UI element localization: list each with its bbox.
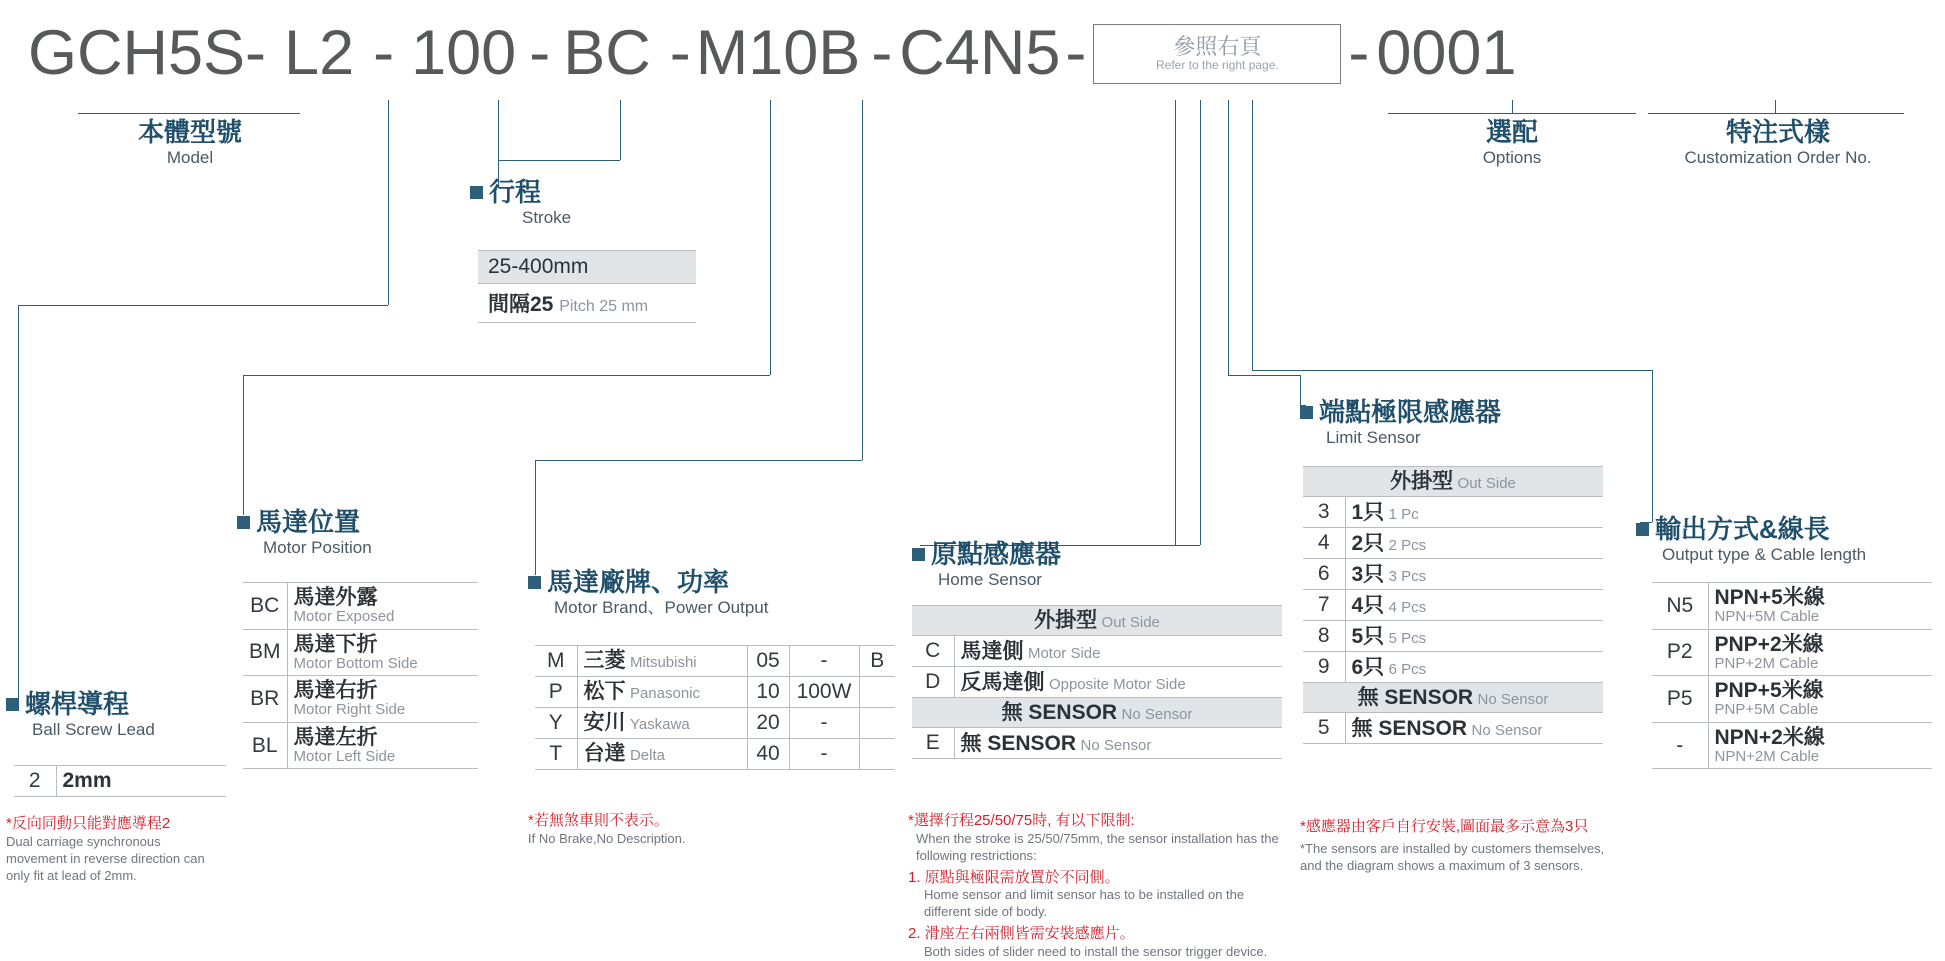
- oc-zh-0: NPN+5米線: [1714, 586, 1825, 609]
- hs-code-0: C: [912, 636, 954, 667]
- mb-watt-0: -: [789, 646, 859, 677]
- mb-watt-2: -: [789, 708, 859, 739]
- note-hs-item2-en: Both sides of slider need to install the sensor trigger device.: [924, 943, 1268, 959]
- leader-lead-h: [18, 305, 388, 306]
- mp-en-0: Motor Exposed: [293, 608, 395, 626]
- hs-code-2: E: [912, 728, 954, 759]
- ls-value-6: [1345, 713, 1603, 744]
- hs-code-1: D: [912, 667, 954, 698]
- stroke-pitch-en: Pitch 25 mm: [559, 298, 649, 315]
- hs-en-2: No Sensor: [1080, 736, 1152, 754]
- leader-options-v: [1512, 100, 1513, 114]
- table-row: [1652, 583, 1932, 630]
- ls-zh-3: 4只: [1351, 593, 1385, 617]
- mb-brand-1: [577, 677, 747, 708]
- leader-oc-v1: [1252, 100, 1253, 370]
- table-row: [1652, 676, 1932, 723]
- ls-band-zh: 外掛型: [1390, 470, 1454, 493]
- table-row: [535, 708, 895, 739]
- leader-lead-v1: [388, 100, 389, 305]
- leader-custom-v: [1775, 100, 1776, 114]
- ls-zh-1: 2只: [1351, 531, 1385, 555]
- options-box-zh: 參照右頁: [1173, 33, 1262, 59]
- table-row: [243, 583, 478, 630]
- ls-zh-5: 6只: [1351, 655, 1385, 679]
- table-row: [1303, 497, 1603, 528]
- heading-home-sensor: [912, 540, 1061, 590]
- heading-mp-zh-text: 馬達位置: [256, 507, 361, 537]
- heading-oc-zh: [1636, 515, 1866, 545]
- heading-oc-en: Output type & Cable length: [1662, 544, 1867, 564]
- heading-lead-zh-text: 螺桿導程: [25, 689, 130, 719]
- leader-hs-v1: [1175, 100, 1176, 545]
- code-dash-6: -: [1348, 18, 1370, 88]
- table-row: [912, 636, 1282, 667]
- heading-mp-zh: [237, 508, 372, 538]
- home-sensor-table: [912, 605, 1282, 759]
- ls-en-3: 4 Pcs: [1388, 598, 1427, 616]
- leader-mp-v1: [770, 100, 771, 375]
- leader-mb-v1: [862, 100, 863, 460]
- heading-limit-sensor: [1300, 398, 1501, 448]
- mb-brake-0: B: [859, 646, 895, 677]
- mb-code-0: M: [535, 646, 577, 677]
- home-sensor-band: [912, 606, 1282, 636]
- ls-code-1: 4: [1303, 528, 1345, 559]
- ls-value-5: [1345, 652, 1603, 683]
- hs-band2-en: No Sensor: [1121, 706, 1193, 724]
- code-model: GCH5S-: [28, 18, 267, 88]
- mp-value-3: [287, 722, 478, 769]
- hs-value-2: [954, 728, 1282, 759]
- table-row: [243, 629, 478, 676]
- ls-value-4: [1345, 621, 1603, 652]
- mb-code-3: T: [535, 739, 577, 770]
- leader-options-h: [1388, 113, 1636, 114]
- mb-power-0: 05: [747, 646, 789, 677]
- oc-value-1: [1708, 629, 1932, 676]
- ls-value-0: [1345, 497, 1603, 528]
- note-mb-zh: *若無煞車則不表示。: [528, 812, 669, 829]
- stroke-pitch-zh: 間隔25: [488, 293, 554, 316]
- note-limit-sensor: [1300, 818, 1620, 875]
- leader-ls-h1: [1228, 375, 1300, 376]
- ls-code-5: 9: [1303, 652, 1345, 683]
- square-bullet-icon: [528, 576, 541, 589]
- oc-code-1: P2: [1652, 629, 1708, 676]
- stroke-pitch: [478, 284, 696, 323]
- leader-mp-v2: [243, 375, 244, 515]
- heading-mb-zh: [528, 568, 768, 598]
- table-row: [912, 667, 1282, 698]
- output-cable-table: [1652, 582, 1932, 769]
- mb-brake-1: [859, 677, 895, 708]
- mp-zh-2: 馬達右折: [293, 679, 378, 703]
- mb-brand-3: [577, 739, 747, 770]
- mp-zh-3: 馬達左折: [293, 725, 378, 749]
- oc-en-2: PNP+5M Cable: [1714, 701, 1819, 719]
- ls-value-3: [1345, 590, 1603, 621]
- note-hs-item2-zh: 2. 滑座左右兩側皆需安裝感應片。: [908, 925, 1135, 943]
- hs-band-en: Out Side: [1101, 614, 1160, 631]
- hs-zh-0: 馬達側: [960, 639, 1024, 663]
- heading-ls-en: Limit Sensor: [1326, 427, 1421, 447]
- mb-brand-en-3: Delta: [629, 747, 665, 765]
- oc-code-0: N5: [1652, 583, 1708, 630]
- mp-value-0: [287, 583, 478, 630]
- heading-ls-zh: [1300, 398, 1501, 428]
- table-row: [243, 676, 478, 723]
- ls-band: [1303, 467, 1603, 497]
- note-ball-screw-lead: [6, 815, 221, 884]
- ls-code-4: 8: [1303, 621, 1345, 652]
- note-mb-en: If No Brake,No Description.: [528, 830, 686, 846]
- heading-mp-en: Motor Position: [263, 537, 372, 557]
- square-bullet-icon: [470, 186, 483, 199]
- mb-brand-zh-0: 三菱: [583, 649, 626, 673]
- leader-oc-h: [1252, 370, 1652, 371]
- oc-code-3: -: [1652, 722, 1708, 769]
- table-row: [912, 728, 1282, 759]
- table-row: [535, 739, 895, 770]
- leader-stroke-v2: [620, 100, 621, 160]
- table-row: [1652, 722, 1932, 769]
- oc-en-0: NPN+5M Cable: [1714, 608, 1820, 626]
- table-row: [1303, 528, 1603, 559]
- limit-sensor-band: [1303, 467, 1603, 497]
- heading-hs-zh: [912, 540, 1061, 570]
- note-hs-en: When the stroke is 25/50/75mm, the sensor installation has the following restrictions:: [916, 830, 1279, 863]
- code-dash-2: -: [529, 18, 551, 88]
- note-hs-zh: *選擇行程25/50/75時, 有以下限制:: [908, 812, 1135, 829]
- leader-hs-v1b: [1200, 100, 1201, 545]
- heading-stroke: [470, 178, 571, 228]
- ls-en-6: No Sensor: [1471, 721, 1543, 739]
- leader-model-h: [78, 113, 300, 114]
- leader-lead-v2: [18, 305, 19, 705]
- table-row: [1303, 652, 1603, 683]
- lead-value-zh-0: 2mm: [62, 769, 112, 793]
- hs-value-0: [954, 636, 1282, 667]
- limit-sensor-band2: [1303, 683, 1603, 713]
- table-row: [535, 646, 895, 677]
- ls-code-6: 5: [1303, 713, 1345, 744]
- ls-en-5: 6 Pcs: [1388, 660, 1427, 678]
- limit-sensor-table: [1303, 466, 1603, 744]
- mb-brand-en-1: Panasonic: [629, 685, 701, 703]
- mp-en-2: Motor Right Side: [293, 701, 406, 719]
- mp-zh-1: 馬達下折: [293, 632, 378, 656]
- note-motor-brand: [528, 812, 858, 848]
- ls-code-2: 6: [1303, 559, 1345, 590]
- heading-model-zh: 本體型號: [137, 117, 242, 147]
- heading-options-zh: 選配: [1485, 117, 1538, 147]
- leader-ls-v1: [1228, 100, 1229, 375]
- note-hs-item1-zh: 1. 原點與極限需放置於不同側。: [908, 868, 1120, 886]
- hs-band: [912, 606, 1282, 636]
- mb-code-2: Y: [535, 708, 577, 739]
- hs-en-1: Opposite Motor Side: [1048, 675, 1186, 693]
- oc-value-3: [1708, 722, 1932, 769]
- mb-brand-zh-1: 松下: [583, 680, 626, 704]
- heading-oc-zh-text: 輸出方式&線長: [1655, 514, 1830, 544]
- mp-value-1: [287, 629, 478, 676]
- oc-en-1: PNP+2M Cable: [1714, 654, 1819, 672]
- ls-zh-6: 無 SENSOR: [1351, 716, 1468, 740]
- oc-en-3: NPN+2M Cable: [1714, 747, 1820, 765]
- ls-en-1: 2 Pcs: [1388, 536, 1427, 554]
- heading-stroke-zh: [470, 178, 571, 208]
- hs-zh-2: 無 SENSOR: [960, 731, 1077, 755]
- square-bullet-icon: [237, 516, 250, 529]
- mp-zh-0: 馬達外露: [293, 586, 378, 609]
- mb-power-3: 40: [747, 739, 789, 770]
- ls-en-4: 5 Pcs: [1388, 629, 1427, 647]
- ls-code-0: 3: [1303, 497, 1345, 528]
- ls-band2: [1303, 683, 1603, 713]
- note-hs-item1-en: Home sensor and limit sensor has to be installed on the different side of body.: [924, 887, 1245, 920]
- stroke-range: 25-400mm: [478, 250, 696, 284]
- code-dash-4: -: [871, 18, 893, 88]
- note-lead-zh: *反向同動只能對應導程2: [6, 815, 171, 832]
- heading-mb-zh-text: 馬達廠牌、功率: [547, 567, 730, 597]
- heading-motor-brand: [528, 568, 768, 618]
- ls-en-2: 3 Pcs: [1388, 567, 1427, 585]
- heading-customization: [1638, 118, 1918, 168]
- hs-value-1: [954, 667, 1282, 698]
- code-motor-position: BC: [563, 18, 651, 88]
- ball-screw-lead-table: [14, 765, 226, 797]
- heading-model-en: Model: [166, 147, 214, 167]
- ls-en-0: 1 Pc: [1388, 505, 1419, 523]
- options-box-en: Refer to the right page.: [1155, 57, 1279, 72]
- code-lead: L2: [284, 18, 355, 88]
- square-bullet-icon: [6, 698, 19, 711]
- mb-code-1: P: [535, 677, 577, 708]
- code-dash-1: -: [373, 18, 395, 88]
- ls-zh-4: 5只: [1351, 624, 1385, 648]
- lead-value-0: [56, 766, 226, 797]
- table-row: [1652, 629, 1932, 676]
- heading-customization-en: Customization Order No.: [1684, 147, 1872, 167]
- square-bullet-icon: [1300, 406, 1313, 419]
- oc-value-0: [1708, 583, 1932, 630]
- mp-code-1: BM: [243, 629, 287, 676]
- hs-band2-zh: 無 SENSOR: [1001, 701, 1118, 725]
- note-ls-zh: *感應器由客戶自行安裝,圖面最多示意為3只: [1300, 818, 1589, 835]
- heading-ball-screw-lead: [6, 690, 155, 740]
- square-bullet-icon: [1636, 523, 1649, 536]
- heading-options-en: Options: [1482, 147, 1542, 167]
- mp-en-1: Motor Bottom Side: [293, 654, 418, 672]
- oc-code-2: P5: [1652, 676, 1708, 723]
- heading-options: [1382, 118, 1642, 168]
- note-lead-en: Dual carriage synchronous movement in reverse direction can only fit at lead of 2mm.: [6, 833, 205, 883]
- mb-brand-2: [577, 708, 747, 739]
- heading-ls-zh-text: 端點極限感應器: [1319, 397, 1502, 427]
- mp-code-0: BC: [243, 583, 287, 630]
- options-input-box[interactable]: [1093, 24, 1341, 84]
- mb-watt-3: -: [789, 739, 859, 770]
- heading-model: [50, 118, 330, 168]
- stroke-table: [478, 250, 696, 323]
- ls-band2-zh: 無 SENSOR: [1357, 686, 1474, 710]
- heading-mb-en: Motor Brand、Power Output: [554, 597, 769, 617]
- table-row: [1303, 621, 1603, 652]
- heading-lead-en: Ball Screw Lead: [32, 719, 155, 739]
- ls-band2-en: No Sensor: [1477, 691, 1549, 709]
- lead-code-0: 2: [14, 766, 56, 797]
- ls-value-2: [1345, 559, 1603, 590]
- table-row: [535, 677, 895, 708]
- hs-en-0: Motor Side: [1027, 644, 1101, 662]
- leader-stroke-h: [498, 160, 620, 161]
- mb-brand-en-0: Mitsubishi: [629, 654, 697, 672]
- leader-mb-h: [535, 460, 862, 461]
- ls-code-3: 7: [1303, 590, 1345, 621]
- ls-band-en: Out Side: [1457, 475, 1516, 492]
- code-motor-brand: M10B: [695, 18, 861, 88]
- leader-mp-h: [243, 375, 770, 376]
- code-dash-5: -: [1065, 18, 1087, 88]
- heading-motor-position: [237, 508, 372, 558]
- code-dash-3: -: [669, 18, 691, 88]
- oc-zh-2: PNP+5米線: [1714, 679, 1824, 703]
- ls-zh-0: 1只: [1351, 500, 1385, 524]
- mb-power-1: 10: [747, 677, 789, 708]
- note-ls-en: *The sensors are installed by customers themselves, and the diagram shows a maximum of 3 sensors.: [1300, 840, 1605, 873]
- heading-customization-zh: 特注式樣: [1725, 117, 1830, 147]
- mb-watt-1: 100W: [789, 677, 859, 708]
- motor-position-table: [243, 582, 478, 769]
- heading-lead-zh: [6, 690, 155, 720]
- hs-zh-1: 反馬達側: [960, 670, 1045, 694]
- home-sensor-band2: [912, 698, 1282, 728]
- table-row: [1303, 713, 1603, 744]
- ls-value-1: [1345, 528, 1603, 559]
- leader-custom-h: [1648, 113, 1904, 114]
- oc-zh-1: PNP+2米線: [1714, 632, 1824, 656]
- table-row: [243, 722, 478, 769]
- note-home-sensor: [908, 812, 1293, 961]
- leader-mb-v2: [535, 460, 536, 575]
- motor-brand-table: [535, 645, 895, 770]
- hs-band-zh: 外掛型: [1034, 609, 1098, 632]
- ls-zh-2: 3只: [1351, 562, 1385, 586]
- leader-stroke-v1: [498, 100, 499, 160]
- mp-en-3: Motor Left Side: [293, 747, 396, 765]
- mb-brake-2: [859, 708, 895, 739]
- mp-code-2: BR: [243, 676, 287, 723]
- mp-value-2: [287, 676, 478, 723]
- code-customization: 0001: [1376, 18, 1517, 88]
- part-number-code-line: [0, 6, 1945, 101]
- code-stroke: 100: [411, 18, 517, 88]
- mb-brand-zh-2: 安川: [583, 711, 626, 735]
- heading-stroke-zh-text: 行程: [489, 177, 542, 207]
- table-row: [14, 766, 226, 797]
- mp-code-3: BL: [243, 722, 287, 769]
- mb-power-2: 20: [747, 708, 789, 739]
- table-row: [1303, 590, 1603, 621]
- code-home-limit: C4N5: [899, 18, 1061, 88]
- heading-output-cable: [1636, 515, 1866, 565]
- square-bullet-icon: [912, 548, 925, 561]
- heading-stroke-en: Stroke: [522, 207, 572, 227]
- mb-brand-zh-3: 台達: [583, 742, 626, 766]
- heading-hs-zh-text: 原點感應器: [931, 539, 1062, 569]
- mb-brand-0: [577, 646, 747, 677]
- oc-zh-3: NPN+2米線: [1714, 725, 1825, 749]
- heading-hs-en: Home Sensor: [938, 569, 1042, 589]
- mb-brake-3: [859, 739, 895, 770]
- oc-value-2: [1708, 676, 1932, 723]
- table-row: [1303, 559, 1603, 590]
- hs-band2: [912, 698, 1282, 728]
- mb-brand-en-2: Yaskawa: [629, 716, 690, 734]
- leader-oc-v2: [1652, 370, 1653, 522]
